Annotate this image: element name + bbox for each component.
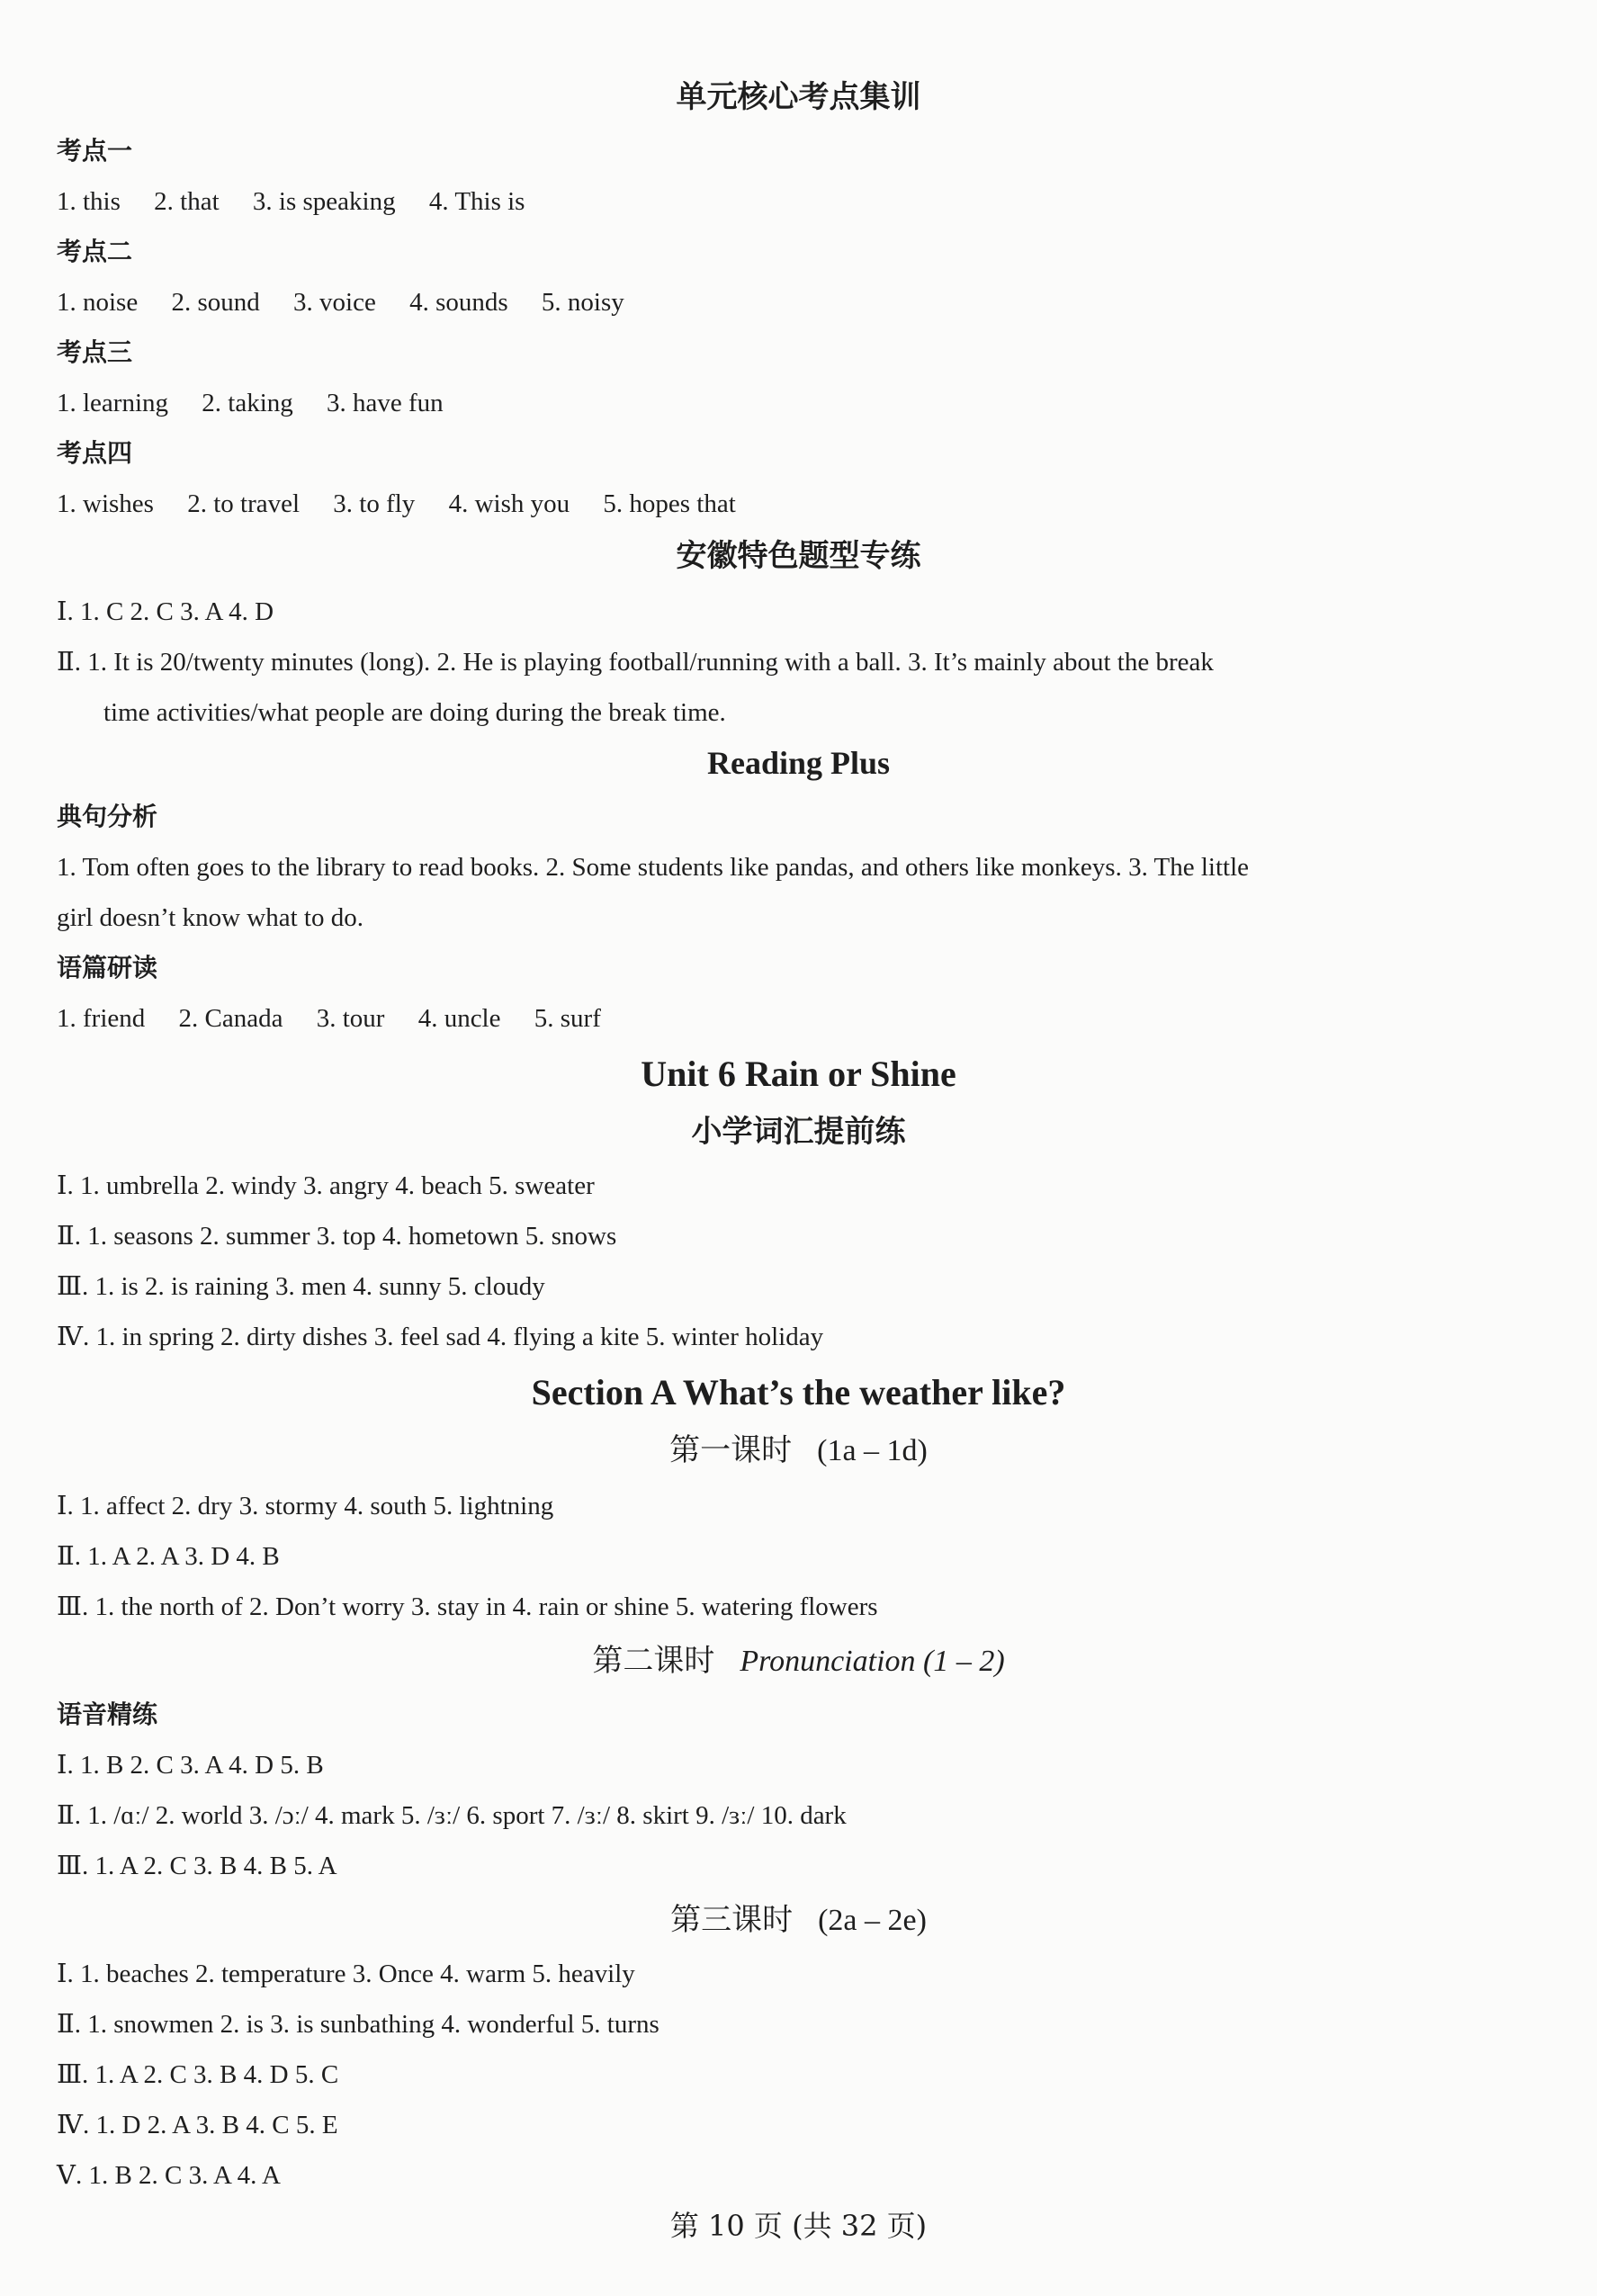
section-title-reading-plus: Reading Plus	[706, 745, 891, 781]
answers-vocab-3: Ⅲ. 1. is 2. is raining 3. men 4. sunny 5. cloudy	[57, 1272, 545, 1301]
page-number: 第 10 页 (共 32 页)	[669, 2209, 928, 2243]
answers-lesson2-3: Ⅲ. 1. A 2. C 3. B 4. B 5. A	[57, 1852, 337, 1880]
unit-title: Unit 6 Rain or Shine	[641, 1054, 956, 1094]
answers-sentences: 1. Tom often goes to the library to read books. 2. Some students like pandas, and others like monkeys. 3. The little	[57, 853, 1250, 882]
answers-lesson2-1: Ⅰ. 1. B 2. C 3. A 4. D 5. B	[57, 1751, 324, 1780]
heading-kaodian-3: 考点三	[57, 337, 133, 367]
answers-kaodian-2	[57, 277, 1568, 327]
lesson-3-range: (2a – 2e)	[818, 1904, 927, 1937]
answer-item: 1. wishes	[57, 489, 154, 518]
answers-lesson3-1: Ⅰ. 1. beaches 2. temperature 3. Once 4. warm 5. heavily	[57, 1960, 635, 1988]
answers-lesson1-1: Ⅰ. 1. affect 2. dry 3. stormy 4. south 5. lightning	[57, 1492, 554, 1520]
answers-kaodian-1	[57, 176, 1568, 227]
answer-item: 3. have fun	[327, 389, 444, 417]
answer-item: 1. friend	[57, 1004, 146, 1033]
answers-anhui-2-cont: time activities/what people are doing during the break time.	[103, 698, 726, 727]
heading-kaodian-2: 考点二	[57, 237, 133, 266]
section-title-unit-review: 单元核心考点集训	[676, 79, 921, 115]
answer-item: 2. that	[154, 187, 220, 216]
answers-lesson3-3: Ⅲ. 1. A 2. C 3. B 4. D 5. C	[57, 2060, 339, 2089]
answers-vocab-1: Ⅰ. 1. umbrella 2. windy 3. angry 4. beach 5. sweater	[57, 1171, 595, 1200]
answers-sentences-cont: girl doesn’t know what to do.	[57, 903, 363, 932]
answers-lesson1-2: Ⅱ. 1. A 2. A 3. D 4. B	[57, 1542, 280, 1571]
lesson-1-title	[0, 1425, 1597, 1475]
heading-sentence-analysis: 典句分析	[57, 802, 158, 831]
answer-item: 2. taking	[202, 389, 293, 417]
answer-item: 1. noise	[57, 288, 139, 317]
lesson-1-label: 第一课时	[669, 1432, 793, 1468]
answer-item: 2. to travel	[187, 489, 301, 518]
answer-item: 3. tour	[316, 1004, 385, 1033]
answers-lesson3-2: Ⅱ. 1. snowmen 2. is 3. is sunbathing 4. wonderful 5. turns	[57, 2010, 659, 2039]
heading-kaodian-4: 考点四	[57, 438, 133, 468]
answers-kaodian-4	[57, 479, 1568, 529]
lesson-3-title	[0, 1895, 1597, 1945]
answers-kaodian-3	[57, 378, 1568, 428]
answer-item: 2. sound	[171, 288, 260, 317]
lesson-3-label: 第三课时	[670, 1902, 794, 1938]
answers-anhui-2: Ⅱ. 1. It is 20/twenty minutes (long). 2. He is playing football/running with a ball. 3. It’s mainly about the break	[57, 648, 1214, 677]
heading-passage-study: 语篇研读	[57, 953, 158, 982]
lesson-2-label: 第二课时	[592, 1643, 715, 1679]
answer-item: 4. uncle	[417, 1004, 501, 1033]
answer-item: 3. is speaking	[252, 187, 396, 216]
lesson-2-title	[0, 1636, 1597, 1686]
answers-vocab-2: Ⅱ. 1. seasons 2. summer 3. top 4. hometown 5. snows	[57, 1222, 617, 1251]
answer-item: 5. surf	[534, 1004, 601, 1033]
answer-item: 4. This is	[428, 187, 525, 216]
lesson-2-range: Pronunciation (1 – 2)	[740, 1645, 1005, 1678]
section-a-title: Section A What’s the weather like?	[531, 1372, 1066, 1413]
answers-vocab-4: Ⅳ. 1. in spring 2. dirty dishes 3. feel sad 4. flying a kite 5. winter holiday	[57, 1323, 824, 1351]
answers-anhui-1: Ⅰ. 1. C 2. C 3. A 4. D	[57, 597, 274, 626]
answers-lesson3-4: Ⅳ. 1. D 2. A 3. B 4. C 5. E	[57, 2111, 338, 2139]
heading-kaodian-1: 考点一	[57, 136, 133, 166]
section-title-anhui: 安徽特色题型专练	[676, 538, 921, 574]
answer-item: 3. to fly	[333, 489, 416, 518]
answer-item: 5. hopes that	[603, 489, 736, 518]
answer-item: 4. sounds	[409, 288, 508, 317]
answers-lesson1-3: Ⅲ. 1. the north of 2. Don’t worry 3. stay in 4. rain or shine 5. watering flowers	[57, 1592, 878, 1621]
answers-passage	[57, 993, 1568, 1044]
answer-item: 4. wish you	[448, 489, 570, 518]
answer-item: 2. Canada	[178, 1004, 283, 1033]
answer-item: 1. this	[57, 187, 121, 216]
heading-phonetics: 语音精练	[57, 1700, 158, 1729]
lesson-1-range: (1a – 1d)	[817, 1434, 928, 1467]
answers-lesson2-2: Ⅱ. 1. /ɑː/ 2. world 3. /ɔː/ 4. mark 5. /ɜː/ 6. sport 7. /ɜː/ 8. skirt 9. /ɜː/ 10. dark	[57, 1801, 847, 1830]
answer-item: 3. voice	[293, 288, 376, 317]
section-title-vocab: 小学词汇提前练	[691, 1114, 906, 1150]
answer-item: 1. learning	[57, 389, 169, 417]
answers-lesson3-5: Ⅴ. 1. B 2. C 3. A 4. A	[57, 2161, 281, 2190]
answer-item: 5. noisy	[541, 288, 624, 317]
